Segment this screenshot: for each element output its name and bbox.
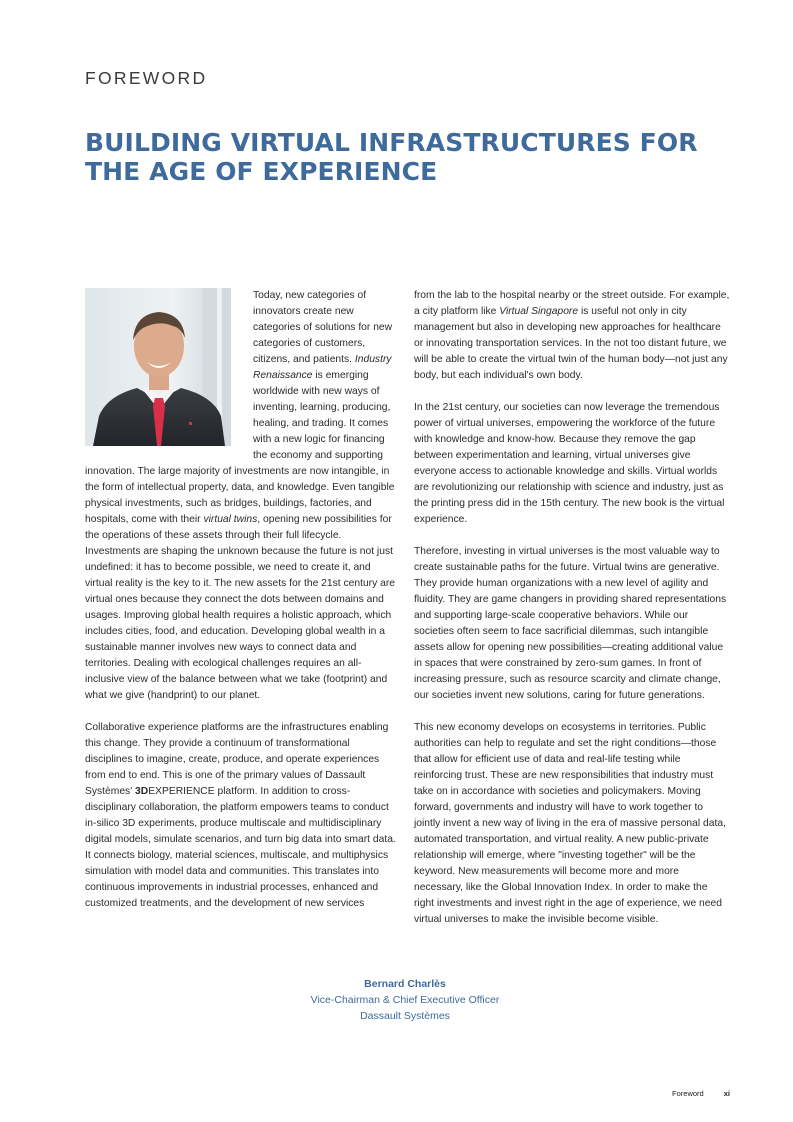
paragraph: Therefore, investing in virtual universes is the most valuable way to create sustainable paths for the future. Virtual twins are generative. They provide human organizations with a new level of agility and fluidity. They are game changers in providing shared representations and supporting large-scale cooperative behaviors. While our societies often seem to face sacrificial dilemmas, such intangible assets allow for opening new possibilities—creating additional value in spaces that were constrained by zero-sum games. In front of increasing pressure, such as resource scarcity and climate change, our societies invent new solutions, caring for future generations. — [414, 546, 727, 701]
left-column — [85, 288, 399, 912]
footer-label: Foreword — [672, 1089, 704, 1098]
paragraph: Today, new categories of innovators create new categories of solutions for new categories of customers, citizens, and patients. Industry Renaissance is emerging worldwide with new ways of inventing, learning, producing, healing, and trading. It comes with a new logic for financing the economy and supporting innovation. The large majority of investments are now intangible, in the form of intellectual property, data, and knowledge. Even tangible physical investments, such as bridges, buildings, factories, and hospitals, come with their virtual twins, opening new possibilities for the operations of these assets through their full lifecycle. Investments are shaping the unknown because the future is not just undefined: it has to become possible, we need to create it, and virtual reality is the key to it. The new assets for the 21st century are virtual ones because they connect the dots between domains and usages. Improving global health requires a holistic approach, which includes cities, food, and education. Developing global wealth in a sustainable manner involves new ways to connect data and territories. Dealing with ecological challenges requires an all-inclusive view of the balance between what we take (footprint) and what we give (handprint) to our planet. — [85, 290, 396, 701]
page-footer — [620, 1089, 730, 1098]
page-number: xi — [723, 1089, 730, 1098]
portrait-photo — [85, 288, 231, 446]
paragraph: This new economy develops on ecosystems in territories. Public authorities can help to regulate and set the right conditions—those that allow for efficient use of data and real-life testing while reinforcing trust. These are new responsibilities that industry must take on in accordance with societies and policymakers. Moving forward, governments and industry will have to work together to jointly invent a new way of living in the era of massive personal data, automated transportation, and virtual reality. A new public-private relationship will emerge, where "investing together" will be the keyword. New measurements will become more and more necessary, like the Global Innovation Index. In order to make the right investments and invest right in the age of experience, we need virtual universes to make the invisible become visible. — [414, 722, 726, 925]
brand-3d: 3D — [135, 786, 149, 797]
right-column — [414, 288, 730, 928]
paragraph: In the 21st century, our societies can now leverage the tremendous power of virtual universes, empowering the workforce of the future with knowledge and know-how. Because they remove the gap between experimentation and learning, virtual universes give everyone access to actionable knowledge and skills. Virtual worlds are revolutionizing our relationship with science and industry, just as the printing press did in the 15th century. The new book is the virtual experience. — [414, 402, 725, 525]
brand-experience: EXPERIENCE — [148, 786, 215, 797]
signatory-name: Bernard Charlès — [364, 978, 446, 990]
section-label: FOREWORD — [85, 68, 208, 88]
paragraph: from the lab to the hospital nearby or the street outside. For example, a city platform like Virtual Singapore is useful not only in city management but also in developing new approaches for healthcare or innovating transportation services. In the not too distant future, we will be able to create the virtual twin of the human body—not just any body, but each individual's own body. — [414, 290, 730, 381]
page-title: BUILDING VIRTUAL INFRASTRUCTURES FOR THE AGE OF EXPERIENCE — [85, 128, 698, 186]
signatory-role: Vice-Chairman & Chief Executive Officer — [310, 994, 500, 1006]
signature-block — [230, 976, 580, 1024]
paragraph: Collaborative experience platforms are the infrastructures enabling this change. They provide a continuum of transformational disciplines to imagine, create, produce, and operate experiences from end to end. This is one of the primary values of Dassault Systèmes' 3DEXPERIENCE platform. In addition to cross-disciplinary collaboration, the platform empowers teams to conduct in-silico 3D experiments, produce multiscale and multidisciplinary digital models, simulate scenarios, and turn big data into smart data. It connects biology, material sciences, multiscale, and multiphysics simulation with model data and communities. This translates into continuous improvements in industrial processes, enhanced and customized treatments, and the development of new services — [85, 722, 396, 909]
signatory-company: Dassault Systèmes — [360, 1010, 450, 1022]
